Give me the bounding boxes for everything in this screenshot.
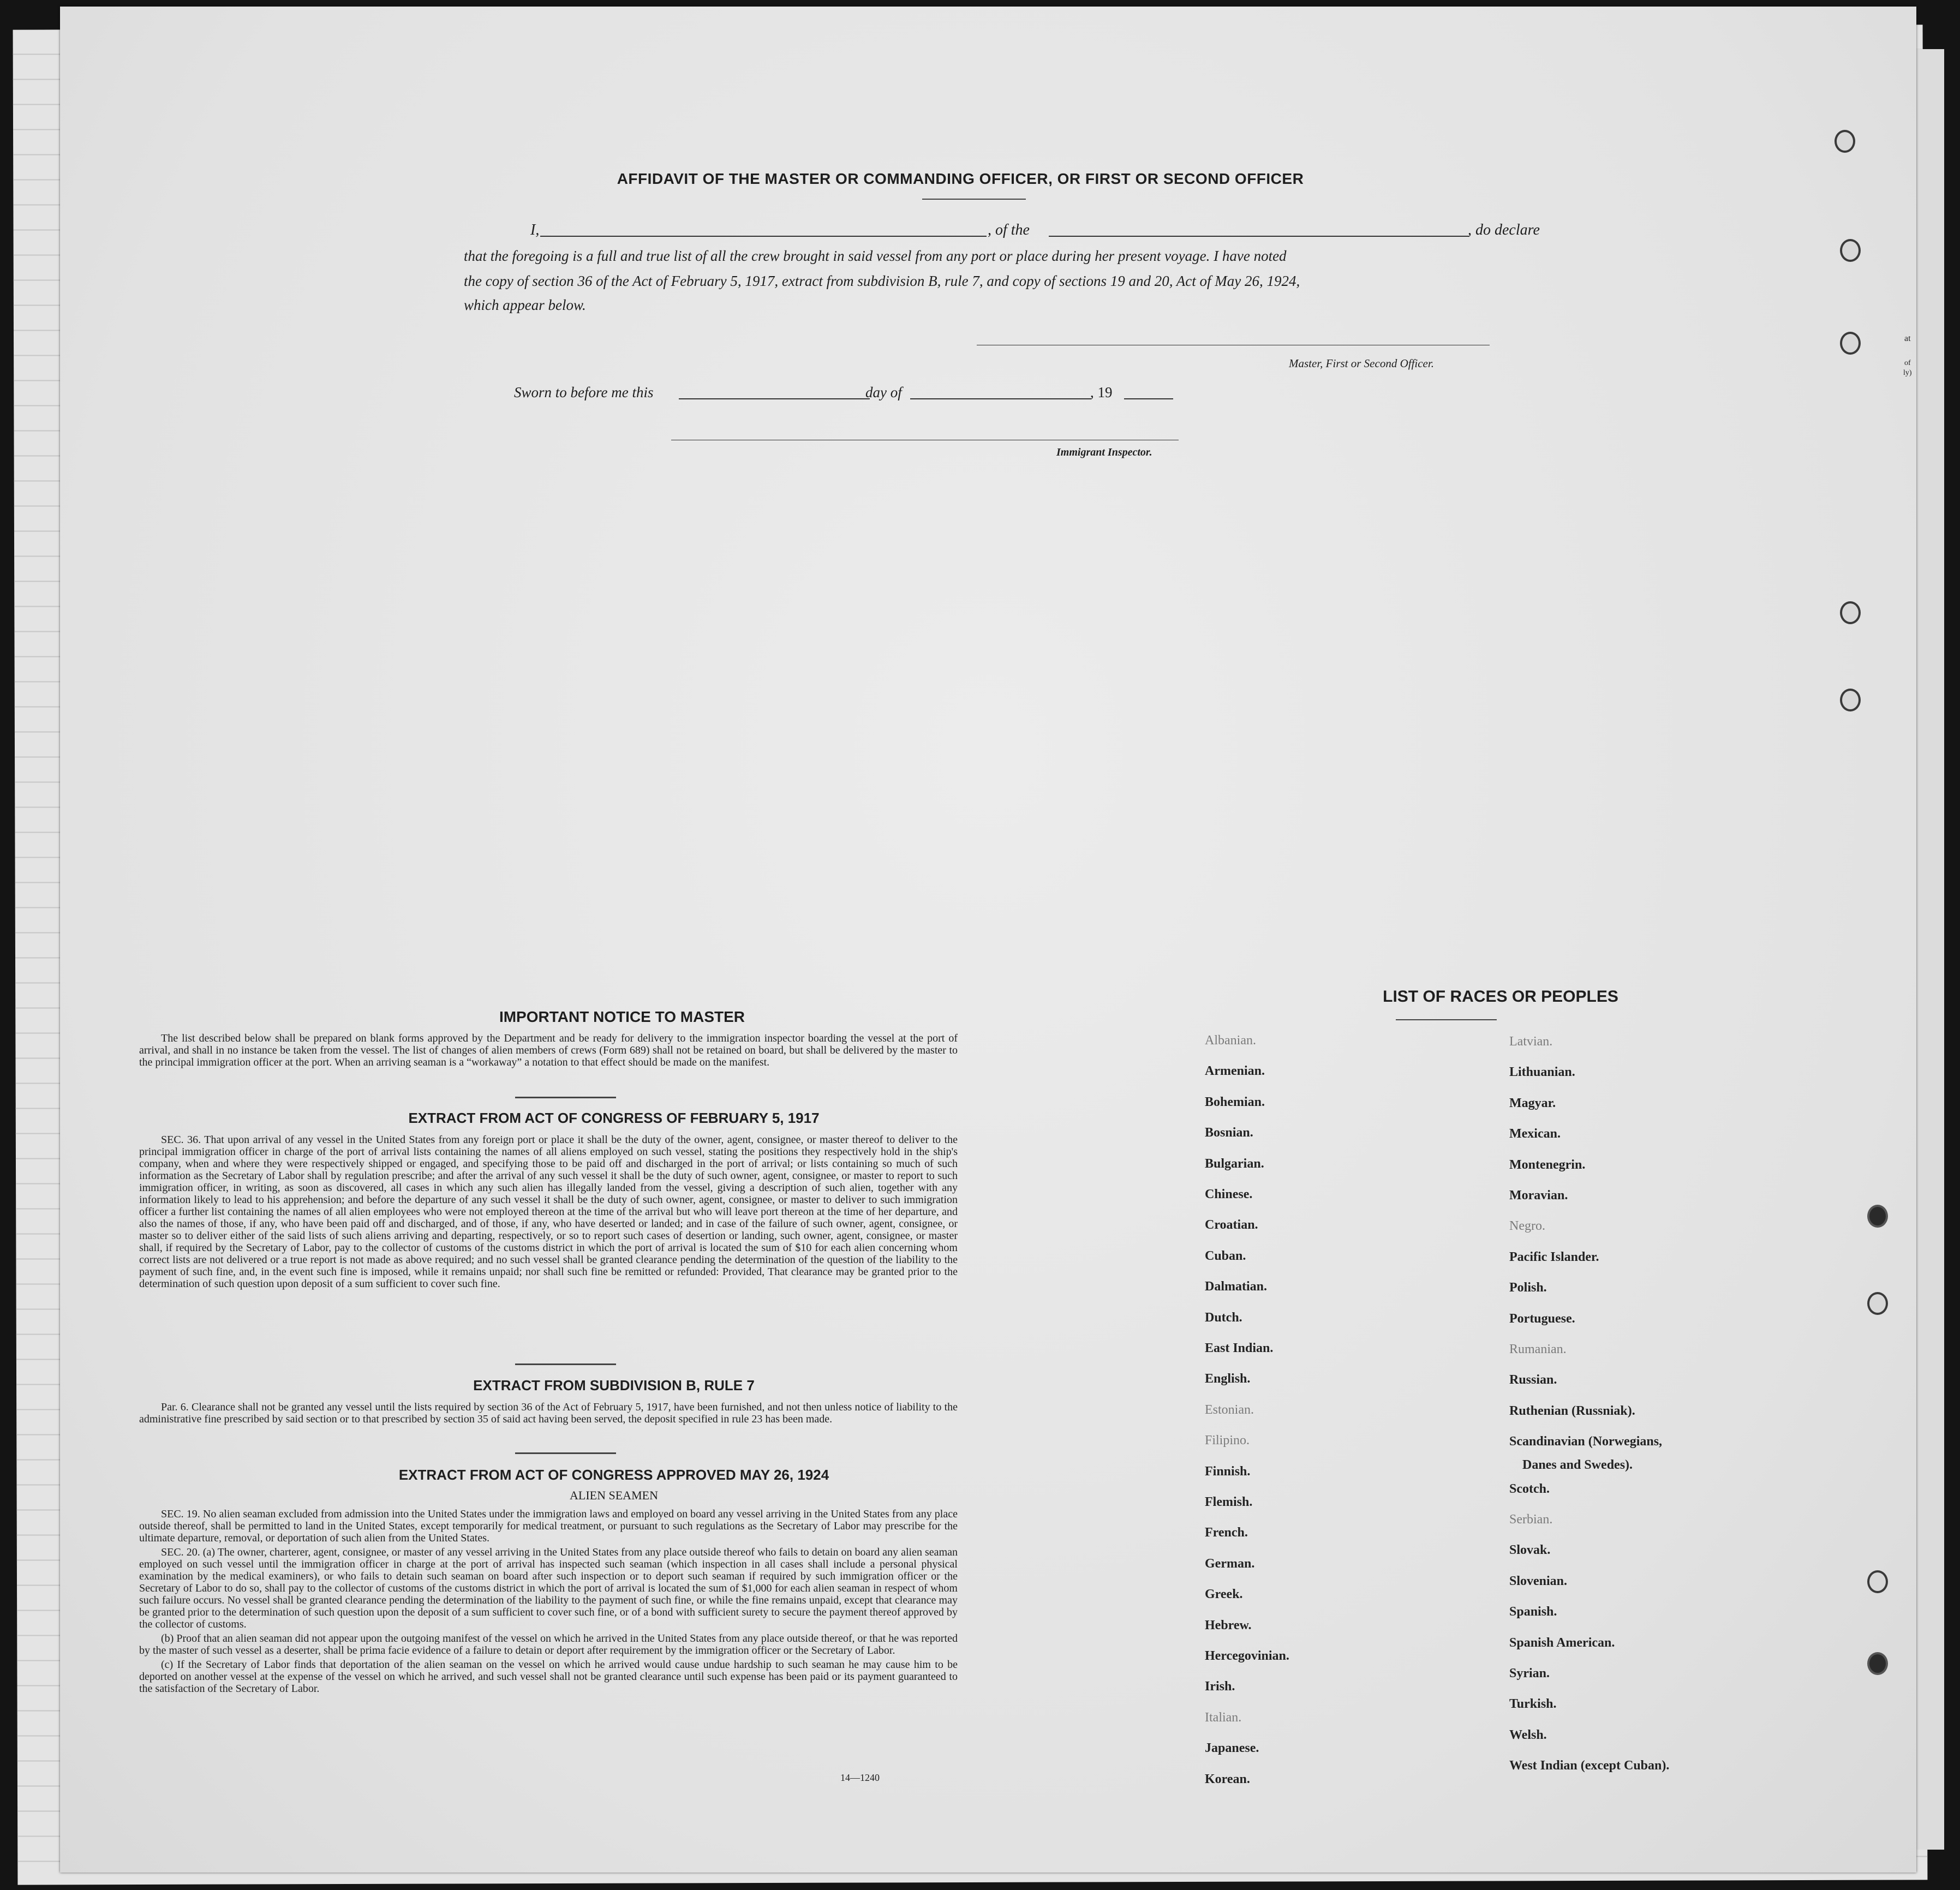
races-title: LIST OF RACES OR PEOPLES [1383, 988, 1618, 1006]
section-rule [515, 1097, 616, 1098]
race-item-right: West Indian (except Cuban). [1509, 1759, 1670, 1773]
race-item-left: East Indian. [1205, 1341, 1274, 1355]
section-rule [515, 1452, 616, 1454]
extract-rule7-body [139, 1401, 958, 1427]
race-item-left: German. [1205, 1556, 1255, 1571]
affidavit-title-rule [922, 199, 1026, 200]
extract-1917-text: SEC. 36. That upon arrival of any vessel in the United States from any foreign port or place it shall be the duty of the owner, agent, consignee, or master thereof to deliver to the principal immigration officer in charge of the port of arrival lists containing the names of all aliens employed on such vessel, stating the positions they respectively hold in the ship's company, when and where they were respectively shipped or engaged, and specifying those to be paid off and discharged in the port of arrival; or lists containing so much of such information as the Secretary of Labor shall by regulation prescribe; and after the arrival of any such vessel it shall be the duty of such owner, agent, consignee, or master to report to such immigration officer, in writing, as soon as discovered, all cases in which any such alien has illegally landed from the vessel, giving a description of such alien, together with any information likely to lead to his apprehension; and before the departure of any such vessel it shall be the duty of such owner, agent, consignee, or master to deliver to such immigration officer a further list containing the names of all alien employees who were not employed thereon at the time of the arrival but who will leave port thereon at the time of her departure, and also the names of those, if any, who have been paid off and discharged, and of those, if any, who have deserted or landed; and in case of the failure of such owner, agent, consignee, or master so to deliver either of the said lists of such aliens arriving and departing, respectively, or so to report such cases of desertion or landing, such owner, agent, consignee, or master shall, if required by the Secretary of Labor, pay to the collector of customs of the customs district in which the port of arrival is located the sum of $10 for each alien concerning whom correct lists are not delivered or a true report is not made as above required; and no such vessel shall be granted clearance pending the determination of the question of the liability to the payment of such fine, and, in the event such fine is imposed, while it remains unpaid; nor shall such fine be remitted or refunded: Provided, That clearance may be granted prior to the determination of such question upon deposit of a sum sufficient to cover such fine. [139, 1134, 958, 1290]
race-item-left: French. [1205, 1526, 1248, 1540]
race-item-left: Dutch. [1205, 1310, 1242, 1325]
extract-1924-body [139, 1508, 958, 1697]
affidavit-body-line-1: that the foregoing is a full and true list of all the crew brought in said vessel from any port or place during her present voyage. I have noted [464, 248, 1287, 264]
affidavit-title: AFFIDAVIT OF THE MASTER OR COMMANDING OFFICER, OR FIRST OR SECOND OFFICER [617, 170, 1304, 187]
race-item-right: Moravian. [1509, 1188, 1568, 1203]
sworn-day-field[interactable] [679, 398, 870, 399]
race-item-left: Hercegovinian. [1205, 1649, 1289, 1663]
punch-hole-icon [1867, 1570, 1888, 1593]
race-item-right: Spanish American. [1509, 1635, 1615, 1650]
race-item-left: Estonian. [1205, 1402, 1254, 1417]
race-item-left: English. [1205, 1372, 1251, 1386]
race-item-right: Scandinavian (Norwegians, [1509, 1434, 1663, 1449]
race-item-right: Slovak. [1509, 1543, 1551, 1558]
punch-hole-icon [1834, 130, 1855, 153]
race-item-left: Armenian. [1205, 1064, 1265, 1079]
extract-1924-title: EXTRACT FROM ACT OF CONGRESS APPROVED MAY 26, 1924 [398, 1467, 829, 1483]
race-item-right: Pacific Islander. [1509, 1249, 1599, 1264]
race-item-right: Russian. [1509, 1373, 1557, 1387]
race-item-right: Mexican. [1509, 1127, 1561, 1141]
race-item-right: Polish. [1509, 1281, 1547, 1295]
race-item-left: Albanian. [1205, 1033, 1256, 1048]
sec-19-text: SEC. 19. No alien seaman excluded from admission into the United States under the immigration laws and employed on board any vessel arriving in the United States from any place outside thereof, shall be permitted to land in the United States, except temporarily for medical treatment, or pursuant to such regulations as the Secretary of Labor may prescribe for the ultimate departure, removal, or deportation of such alien from the United States. [139, 1508, 958, 1544]
affidavit-body-line-3: which appear below. [464, 297, 586, 313]
inspector-caption: Immigrant Inspector. [1056, 446, 1152, 458]
races-title-rule [1396, 1019, 1497, 1020]
margin-mark: at [1904, 334, 1911, 343]
master-signature-caption: Master, First or Second Officer. [1289, 357, 1434, 370]
race-item-left: Italian. [1205, 1710, 1242, 1725]
race-item-right: Ruthenian (Russniak). [1509, 1403, 1635, 1418]
race-item-left: Bulgarian. [1205, 1156, 1264, 1171]
margin-mark: of [1904, 359, 1911, 367]
punch-hole-icon [1867, 1652, 1888, 1675]
race-item-left: Bosnian. [1205, 1126, 1253, 1140]
form-sheet [60, 7, 1916, 1873]
sec-20c-text: (c) If the Secretary of Labor finds that deportation of the alien seaman on the vessel on which he arrived would cause undue hardship to such seaman he may cause him to be deported on another vessel at the expense of the vessel on which he arrived, and such vessel shall not be granted clearance until such expense has been paid or its payment guaranteed to the satisfaction of the Secretary of Labor. [139, 1659, 958, 1695]
race-item-left: Flemish. [1205, 1495, 1253, 1509]
race-item-right: Syrian. [1509, 1666, 1550, 1680]
declarant-name-field[interactable] [540, 236, 987, 237]
punch-hole-icon [1840, 601, 1861, 624]
sworn-year-field[interactable] [1124, 398, 1173, 399]
punch-hole-icon [1840, 689, 1861, 711]
race-item-right: Lithuanian. [1509, 1065, 1575, 1080]
race-item-left: Hebrew. [1205, 1618, 1252, 1632]
punch-hole-icon [1867, 1205, 1888, 1228]
extract-rule7-text: Par. 6. Clearance shall not be granted any vessel until the lists required by section 36 of the Act of February 5, 1917, have been furnished, and not then unless notice of liability to the administrative fine prescribed by said section or to that prescribed by section 35 of said act having been served, the deposit specified in rule 23 has been made. [139, 1401, 958, 1425]
margin-mark: ly) [1903, 369, 1912, 377]
race-item-left: Irish. [1205, 1679, 1235, 1694]
punch-hole-icon [1840, 332, 1861, 355]
race-item-left: Cuban. [1205, 1248, 1246, 1263]
extract-rule7-title: EXTRACT FROM SUBDIVISION B, RULE 7 [473, 1377, 755, 1393]
race-item-right: Slovenian. [1509, 1574, 1568, 1588]
section-rule [515, 1363, 616, 1365]
race-item-right: Turkish. [1509, 1697, 1557, 1712]
race-item-left: Bohemian. [1205, 1094, 1265, 1109]
race-item-right: Latvian. [1509, 1034, 1553, 1049]
sworn-label: Sworn to before me this [514, 384, 654, 400]
race-item-left: Korean. [1205, 1772, 1250, 1786]
form-number: 14—1240 [840, 1772, 880, 1783]
race-item-left: Dalmatian. [1205, 1279, 1267, 1294]
affidavit-body-line-2: the copy of section 36 of the Act of February 5, 1917, extract from subdivision B, rule 7, and copy of sections 19 and 20, Act of May 26, 1924, [464, 273, 1300, 289]
sworn-month-field[interactable] [910, 398, 1091, 399]
race-item-left: Croatian. [1205, 1218, 1258, 1233]
notice-body-text: The list described below shall be prepared on blank forms approved by the Department and be ready for delivery to the immigration inspector boarding the vessel at the port of arrival, and shall in no instance be taken from the vessel. The list of changes of alien members of crews (Form 689) shall not be retained on board, but shall be delivered by the master to the principal immigration officer at the port. When an arriving seaman is a “workaway” a notation to that effect should be made on the manifest. [139, 1032, 958, 1068]
race-item-right: Scotch. [1509, 1481, 1550, 1496]
affidavit-of-the-label: , of the [988, 222, 1030, 238]
sec-20b-text: (b) Proof that an alien seaman did not appear upon the outgoing manifest of the vessel on which he arrived in the United States from any place outside thereof, or that he was reported by the master of such vessel as a deserter, shall be prima facie evidence of a failure to detain or deport after requirement by the immigration officer or the Secretary of Labor. [139, 1632, 958, 1656]
race-item-left: Filipino. [1205, 1433, 1250, 1448]
extract-1917-body [139, 1134, 958, 1292]
punch-hole-icon [1867, 1292, 1888, 1315]
race-item-right: Magyar. [1509, 1096, 1556, 1110]
vessel-name-field[interactable] [1049, 236, 1469, 237]
race-item-right: Portuguese. [1509, 1311, 1575, 1326]
race-item-right: Spanish. [1509, 1605, 1557, 1619]
extract-1924-subtitle: ALIEN SEAMEN [570, 1488, 658, 1502]
race-item-right: Rumanian. [1509, 1342, 1567, 1356]
race-item-left: Finnish. [1205, 1464, 1251, 1479]
sec-20a-text: SEC. 20. (a) The owner, charterer, agent, consignee, or master of any vessel arriving in the United States from any place outside thereof who fails to detain on board any alien seaman employed on such vessel until the immigration officer in charge at the port of arrival has inspected such seaman (which inspection in all cases shall include a personal physical examination by the medical examiners), or who fails to detain such seaman on board after such inspection or to deport such seaman if required by such immigration officer or the Secretary of Labor to do so, shall pay to the collector of customs of the customs district in which the port of arrival is located the sum of $1,000 for each alien seaman in respect of whom such failure occurs. No vessel shall be granted clearance pending the determination of the liability to the payment of such fine, or while the fine remains unpaid, except that clearance may be granted prior to the determination of such question upon the deposit of a sum sufficient to cover such fine, or of a bond with sufficient surety to secure the payment thereof approved by the collector of customs. [139, 1546, 958, 1630]
notice-body [139, 1032, 958, 1070]
race-item-left: Japanese. [1205, 1741, 1259, 1756]
extract-1917-title: EXTRACT FROM ACT OF CONGRESS OF FEBRUARY 5, 1917 [408, 1110, 820, 1126]
punch-hole-icon [1840, 239, 1861, 262]
notice-title: IMPORTANT NOTICE TO MASTER [499, 1008, 745, 1025]
race-item-right: Serbian. [1509, 1512, 1553, 1527]
race-item-right: Negro. [1509, 1219, 1545, 1234]
race-item-scandinavian-line2: Danes and Swedes). [1522, 1458, 1633, 1472]
affidavit-declare-label: , do declare [1468, 222, 1540, 238]
race-item-left: Chinese. [1205, 1187, 1253, 1201]
race-item-left: Greek. [1205, 1587, 1243, 1602]
race-item-right: Montenegrin. [1509, 1157, 1586, 1172]
day-of-label: day of [865, 384, 902, 400]
race-item-right: Welsh. [1509, 1727, 1547, 1742]
year-label: , 19 [1090, 384, 1113, 400]
affidavit-i-label: I, [530, 222, 540, 238]
